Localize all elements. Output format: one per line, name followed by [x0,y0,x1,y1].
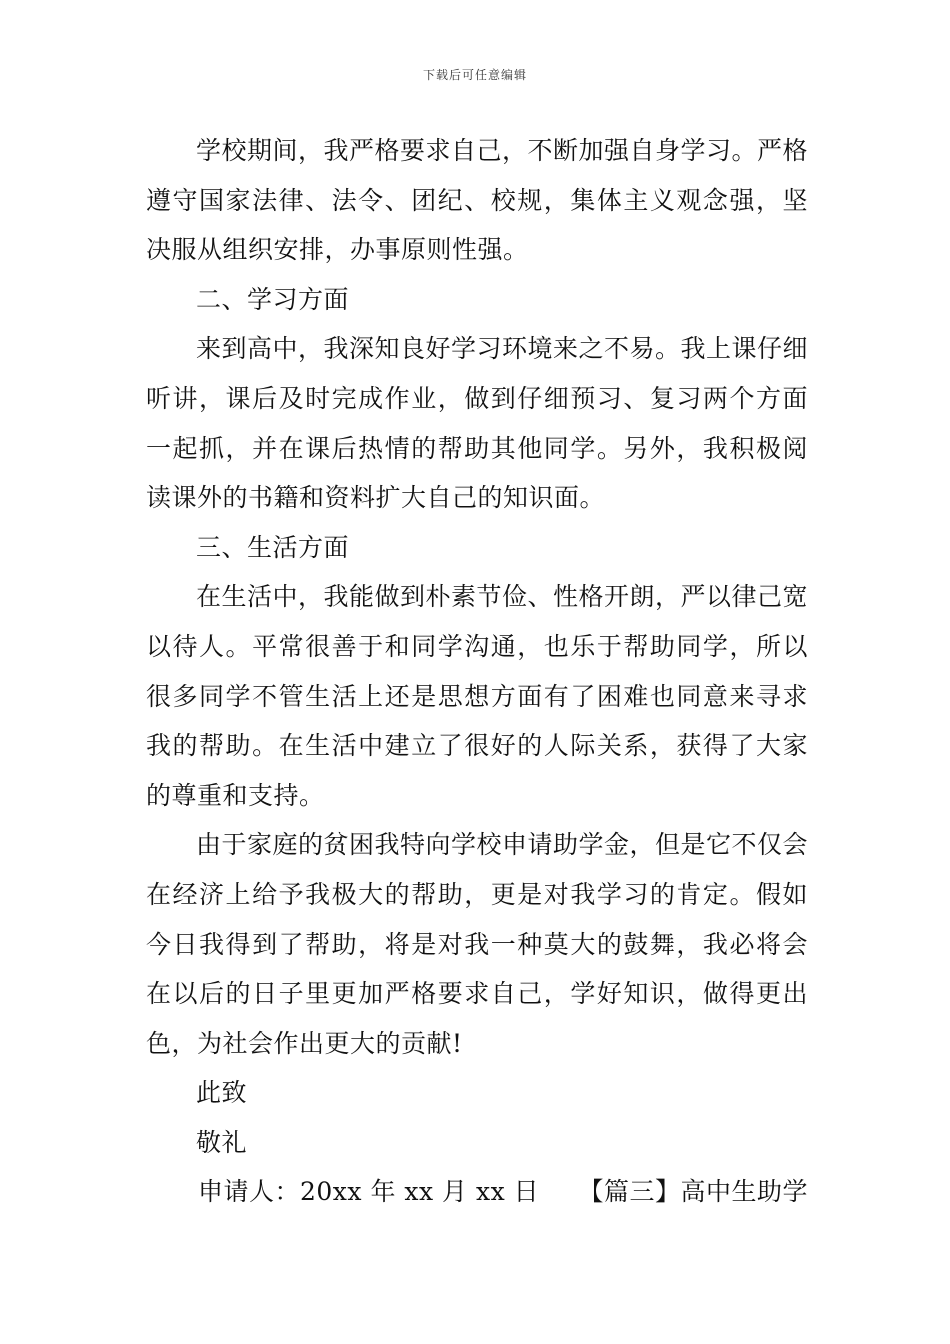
section-heading-life: 三、生活方面 [196,532,350,562]
paragraph-request: 由于家庭的贫困我特向学校申请助学金，但是它不仅会在经济上给予我极大的帮助，更是对我学习的肯定。假如今日我得到了帮助，将是对我一种莫大的鼓舞，我必将会在以后的日子里更加严格要求自己，学好知识，做得更出色，为社会作出更大的贡献! [146,830,809,1058]
next-section-title: 【篇三】高中生助学 [578,1177,808,1207]
applicant-signature: 申请人：20xx 年 xx 月 xx 日 [198,1177,540,1207]
paragraph-school-conduct: 学校期间，我严格要求自己，不断加强自身学习。严格遵守国家法律、法令、团纪、校规，集体主义观念强，坚决服从组织安排，办事原则性强。 [146,136,809,265]
closing-line [146,1167,808,1217]
document-body [146,126,808,1217]
paragraph-study: 来到高中，我深知良好学习环境来之不易。我上课仔细听讲，课后及时完成作业，做到仔细预习、复习两个方面一起抓，并在课后热情的帮助其他同学。另外，我积极阅读课外的书籍和资料扩大自己的知识面。 [146,334,809,513]
page-header: 下载后可任意编辑 [422,68,527,82]
salutation-cizhi: 此致 [196,1078,248,1108]
salutation-jingli: 敬礼 [196,1127,248,1157]
section-heading-study: 二、学习方面 [196,284,350,314]
paragraph-life: 在生活中，我能做到朴素节俭、性格开朗，严以律己宽以待人。平常很善于和同学沟通，也乐于帮助同学，所以很多同学不管生活上还是思想方面有了困难也同意来寻求我的帮助。在生活中建立了很好的人际关系，获得了大家的尊重和支持。 [146,582,809,810]
